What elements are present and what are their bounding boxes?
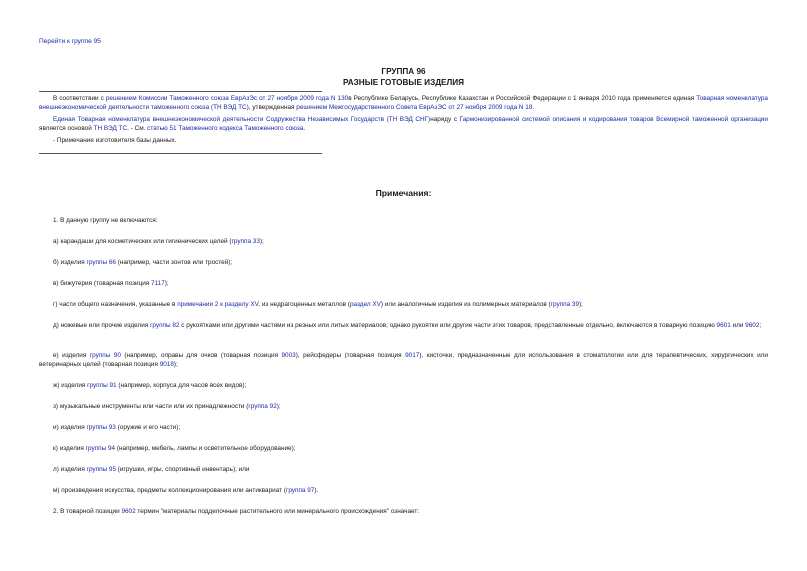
text: ); bbox=[173, 360, 178, 368]
text: 2. В товарной позиции bbox=[53, 508, 122, 515]
text: ); bbox=[579, 301, 583, 308]
bottom-divider bbox=[39, 153, 322, 154]
note-item-v bbox=[53, 280, 768, 289]
text: является основой bbox=[39, 124, 94, 132]
text: с рукоятками или другими частями из резных или литых материалов; однако рукоятки или другие части этих товаров, представленные отдельно, включаются в товарную позицию bbox=[179, 322, 717, 329]
text: (игрушки, игры, спортивный инвентарь); или bbox=[116, 466, 250, 473]
text: г) части общего назначения, указанные в bbox=[53, 301, 178, 308]
text: . bbox=[532, 103, 535, 111]
text: в Республике Беларусь, Республике Казахстан и Российской Федерации с 1 января 2010 года применяется единая bbox=[348, 95, 697, 102]
text: , утвержденная bbox=[248, 103, 297, 111]
group-90-link[interactable]: группы 90 bbox=[89, 352, 121, 359]
group-95-link[interactable]: группы 95 bbox=[86, 466, 117, 473]
note-item-k bbox=[53, 445, 768, 454]
text: ); bbox=[276, 403, 281, 410]
text: (например, оправы для очков (товарная позиция bbox=[120, 352, 282, 359]
text: в) бижутерия (товарная позиция bbox=[53, 280, 152, 287]
position-9601-link[interactable]: 9601 bbox=[716, 322, 731, 329]
group-91-link[interactable]: группы 91 bbox=[87, 382, 117, 389]
group-33-link[interactable]: группа 33 bbox=[231, 238, 260, 245]
text: (например, корпуса для часов всех видов); bbox=[116, 382, 247, 389]
text: . bbox=[303, 124, 306, 132]
text: м) произведения искусства, предметы коллекционирования или антиквариат ( bbox=[53, 487, 286, 494]
note-item-i bbox=[53, 424, 768, 433]
tn-ved-ts-short-link[interactable]: ТН ВЭД ТС bbox=[93, 124, 128, 132]
group-39-link[interactable]: группа 39 bbox=[550, 301, 580, 308]
council-decision-link[interactable]: решением Межгосударственного Совета ЕврАзЭС от 27 ноября 2009 года N 18 bbox=[296, 103, 533, 111]
commission-decision-link[interactable]: решением Комиссии Таможенного союза ЕврАзЭс от 27 ноября 2009 года N 130 bbox=[105, 95, 349, 102]
text: , из недрагоценных металлов ( bbox=[258, 301, 350, 308]
text: б) изделия bbox=[53, 259, 87, 266]
text: ), кисточки, предназначенные для использования в стоматологии или для терапевтических, хирургических или ветеринарных целей (товарная позиция bbox=[39, 352, 768, 368]
top-divider bbox=[39, 91, 322, 92]
position-9602-note-link[interactable]: 9602 bbox=[121, 508, 136, 515]
tn-ved-sng-link[interactable]: Единая Товарная номенклатура внешнеэкономической деятельности Содружества Независимых Государств (ТН ВЭД СНГ) bbox=[53, 116, 431, 123]
note-1: 1. В данную группу не включаются: bbox=[53, 217, 158, 224]
text: наряду с bbox=[430, 116, 460, 123]
text: термин "материалы подделочные растительного или минерального происхождения" означает: bbox=[135, 508, 420, 515]
group-subtitle: РАЗНЫЕ ГОТОВЫЕ ИЗДЕЛИЯ bbox=[343, 78, 464, 87]
text: и) изделия bbox=[53, 424, 87, 431]
note-2 bbox=[53, 508, 768, 517]
text: е) изделия bbox=[53, 352, 90, 359]
prev-group-link[interactable]: Перейти к группе 95 bbox=[39, 38, 101, 45]
footnote-paragraph-1 bbox=[39, 95, 768, 112]
text: или bbox=[730, 322, 746, 329]
position-9602-link[interactable]: 9602 bbox=[745, 322, 760, 329]
text: д) ножевые или прочие изделия bbox=[53, 322, 151, 329]
position-9003-link[interactable]: 9003 bbox=[281, 352, 296, 359]
group-97-link[interactable]: группа 97 bbox=[285, 487, 315, 494]
text: (например, мебель, лампы и осветительное оборудование); bbox=[115, 445, 296, 452]
note-item-d bbox=[39, 322, 768, 331]
text: ; bbox=[759, 322, 762, 329]
text: ж) изделия bbox=[53, 382, 88, 389]
text: (например, части зонтов или тростей); bbox=[115, 259, 233, 266]
note-item-e bbox=[39, 352, 768, 369]
note-item-l bbox=[53, 466, 768, 475]
position-9017-link[interactable]: 9017 bbox=[405, 352, 420, 359]
notes-heading: Примечания: bbox=[375, 188, 432, 198]
group-66-link[interactable]: группы 66 bbox=[86, 259, 116, 266]
note-item-b bbox=[53, 259, 768, 268]
text: (оружие и его части); bbox=[115, 424, 181, 431]
text: л) изделия bbox=[53, 466, 87, 473]
note-item-zh bbox=[53, 382, 768, 391]
note-item-m bbox=[53, 487, 768, 496]
text: ), рейсфедеры (товарная позиция bbox=[295, 352, 406, 359]
text: ) или аналогичные изделия из полимерных материалов ( bbox=[380, 301, 551, 308]
harmonized-system-link[interactable]: Гармонизированной системой описания и кодирования товаров Всемирной таможенной организации bbox=[459, 116, 768, 123]
text: з) музыкальные инструменты или части или их принадлежности ( bbox=[53, 403, 249, 410]
group-82-link[interactable]: группы 82 bbox=[150, 322, 180, 329]
tn-ved-ts-link[interactable]: Товарная номенклатура внешнеэкономической деятельности таможенного союза (ТН ВЭД ТС) bbox=[39, 95, 768, 111]
text: к) изделия bbox=[53, 445, 86, 452]
position-7117-link[interactable]: 7117 bbox=[151, 280, 165, 287]
text: а) карандаши для косметических или гигиенических целей ( bbox=[53, 238, 232, 245]
text: . - См. bbox=[127, 124, 148, 132]
footnote-paragraph-3: - Примечание изготовителя базы данных. bbox=[53, 137, 177, 144]
note-item-a bbox=[53, 238, 768, 247]
group-92-link[interactable]: группа 92 bbox=[248, 403, 277, 410]
position-9018-link[interactable]: 9018 bbox=[159, 360, 174, 368]
note-2-section-xv-link[interactable]: примечании 2 к разделу XV bbox=[177, 301, 259, 308]
note-item-g bbox=[53, 301, 768, 310]
customs-code-article-link[interactable]: статью 51 Таможенного кодекса Таможенного союза bbox=[147, 124, 304, 132]
text: В соответствии с bbox=[53, 95, 106, 102]
note-item-z bbox=[53, 403, 768, 412]
text: ); bbox=[164, 280, 169, 287]
text: ); bbox=[259, 238, 264, 245]
text: ). bbox=[314, 487, 319, 494]
group-title: ГРУППА 96 bbox=[381, 67, 426, 76]
footnote-paragraph-2 bbox=[39, 116, 768, 133]
group-93-link[interactable]: группы 93 bbox=[86, 424, 116, 431]
section-xv-link[interactable]: раздел XV bbox=[349, 301, 381, 308]
group-94-link[interactable]: группы 94 bbox=[85, 445, 116, 452]
